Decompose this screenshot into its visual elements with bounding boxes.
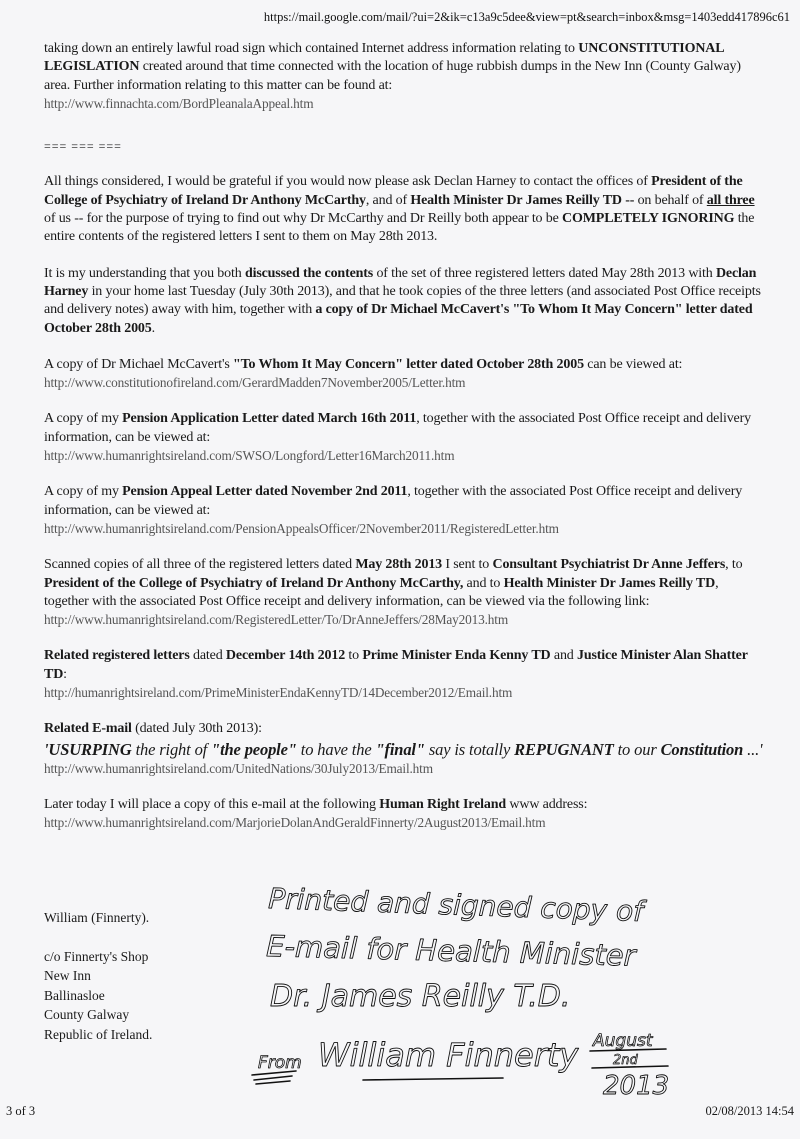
link-pension-application[interactable]: http://www.humanrightsireland.com/SWSO/Longford/Letter16March2011.htm [44,448,455,464]
handwritten-date-day: 2nd [613,1053,638,1068]
print-datetime: 02/08/2013 14:54 [705,1104,794,1118]
signature-block [44,908,152,1044]
handwritten-line-3: Dr. James Reilly T.D. [270,979,571,1014]
handwritten-note-svg [248,868,798,1108]
address-line: Ballinasloe [44,987,105,1003]
link-this-email[interactable]: http://www.humanrightsireland.com/MarjorieDolanAndGeraldFinnerty/2August2013/Email.htm [44,815,546,831]
address-line: Republic of Ireland. [44,1026,153,1042]
date-line-2 [592,1066,668,1068]
page-url-header: https://mail.google.com/mail/?ui=2&ik=c13a9c5dee&view=pt&search=inbox&msg=1403edd417896c61 [263,10,790,24]
separator: === === === [44,139,122,154]
link-united-nations[interactable]: http://www.humanrightsireland.com/UnitedNations/30July2013/Email.htm [44,760,433,776]
link-registered-letters[interactable]: http://www.humanrightsireland.com/RegisteredLetter/To/DrAnneJeffers/28May2013.htm [44,612,509,628]
sender-name: William (Finnerty). [44,910,150,925]
page-number: 3 of 3 [6,1104,36,1118]
handwritten-line-1: Printed and signed copy of [267,882,644,929]
link-finnachta[interactable]: http://www.finnachta.com/BordPleanalaAppeal.htm [44,95,314,111]
handwritten-signature: William Finnerty [318,1036,579,1074]
handwritten-date-month: August [593,1031,653,1051]
paragraph-related-letters: Related registered letters dated December 14th 2012 to Prime Minister Enda Kenny TD and Justice Minister Alan Shatter TD: http://humanrightsireland.com/PrimeMinisterEndaKennyTD/14December2012/Email.htm [44,647,764,702]
paragraph-related-email: Related E-mail (dated July 30th 2013): 'USURPING the right of "the people" to have the "final" say is totally REPUGNANT to our Constitution ...' http://www.humanrightsireland.com/UnitedNations/30July2013/Email.htm [44,720,764,778]
paragraph-scanned-copies: Scanned copies of all three of the registered letters dated May 28th 2013 I sent to Consultant Psychiatrist Dr Anne Jeffers, to President of the College of Psychiatry of Ireland Dr Anthony McCarthy, and to Health Minister Dr James Reilly TD, together with the associated Post Office receipt and delivery information, can be viewed via the following link: http://www.humanrightsireland.com/RegisteredLetter/To/DrAnneJeffers/28May2013.htm [44,556,764,629]
handwritten-from: From [258,1053,302,1073]
paragraph-understanding: It is my understanding that you both discussed the contents of the set of three registered letters dated May 28th 2013 with Declan Harney in your home last Tuesday (July 30th 2013), and that he took copies of the three letters (and associated Post Office receipts and delivery notes) away with him, together with a copy of Dr Michael McCavert's "To Whom It May Concern" letter dated October 28th 2005. [44,265,761,336]
handwritten-date-year: 2013 [603,1071,670,1101]
signature-underline [363,1078,503,1080]
paragraph-later-today: Later today I will place a copy of this e-mail at the following Human Right Ireland www address: http://www.humanrightsireland.com/MarjorieDolanAndGeraldFinnerty/2August2013/Email.htm [44,796,764,833]
link-mccavert-letter[interactable]: http://www.constitutionofireland.com/GerardMadden7November2005/Letter.htm [44,375,466,391]
paragraph-pension-appeal: A copy of my Pension Appeal Letter dated November 2nd 2011, together with the associated Post Office receipt and delivery information, can be viewed at: http://www.humanrightsireland.com/PensionAppealsOfficer/2November2011/RegisteredLetter.htm [44,483,764,538]
address-line: New Inn [44,968,91,983]
email-body [44,40,764,851]
address-line: County Galway [44,1007,130,1022]
paragraph-road-sign: taking down an entirely lawful road sign which contained Internet address information relating to UNCONSTITUTIONAL LEGISLATION created around that time connected with the location of huge rubbish dumps in the New Inn (County Galway) area. Further information relating to this matter can be found at: http://www.finnachta.com/BordPleanalaAppeal.htm [44,40,764,113]
paragraph-request: All things considered, I would be grateful if you would now please ask Declan Harney to contact the offices of President of the College of Psychiatry of Ireland Dr Anthony McCarthy, and of Health Minister Dr James Reilly TD -- on behalf of all three of us -- for the purpose of trying to find out why Dr McCarthy and Dr Reilly both appear to be COMPLETELY IGNORING the entire contents of the registered letters I sent to them on May 28th 2013. [44,174,755,245]
bold-text: UNCONSTITUTIONAL LEGISLATION [44,41,724,75]
handwritten-line-2: E-mail for Health Minister [265,929,637,973]
address-line: c/o Finnerty's Shop [44,948,149,964]
paragraph-mccavert-letter: A copy of Dr Michael McCavert's "To Whom It May Concern" letter dated October 28th 2005 can be viewed at: http://www.constitutionofireland.com/GerardMadden7November2005/Letter.htm [44,356,764,393]
link-prime-minister[interactable]: http://humanrightsireland.com/PrimeMinisterEndaKennyTD/14December2012/Email.htm [44,685,513,701]
paragraph-pension-application: A copy of my Pension Application Letter dated March 16th 2011, together with the associated Post Office receipt and delivery information, can be viewed at: http://www.humanrightsireland.com/SWSO/Longford/Letter16March2011.htm [44,410,764,465]
handwritten-note [248,868,798,1108]
constitution-quote: 'USURPING the right of "the people" to have the "final" say is totally REPUGNANT to our Constitution ...' [44,739,763,759]
link-pension-appeal[interactable]: http://www.humanrightsireland.com/PensionAppealsOfficer/2November2011/RegisteredLetter.htm [44,520,559,536]
